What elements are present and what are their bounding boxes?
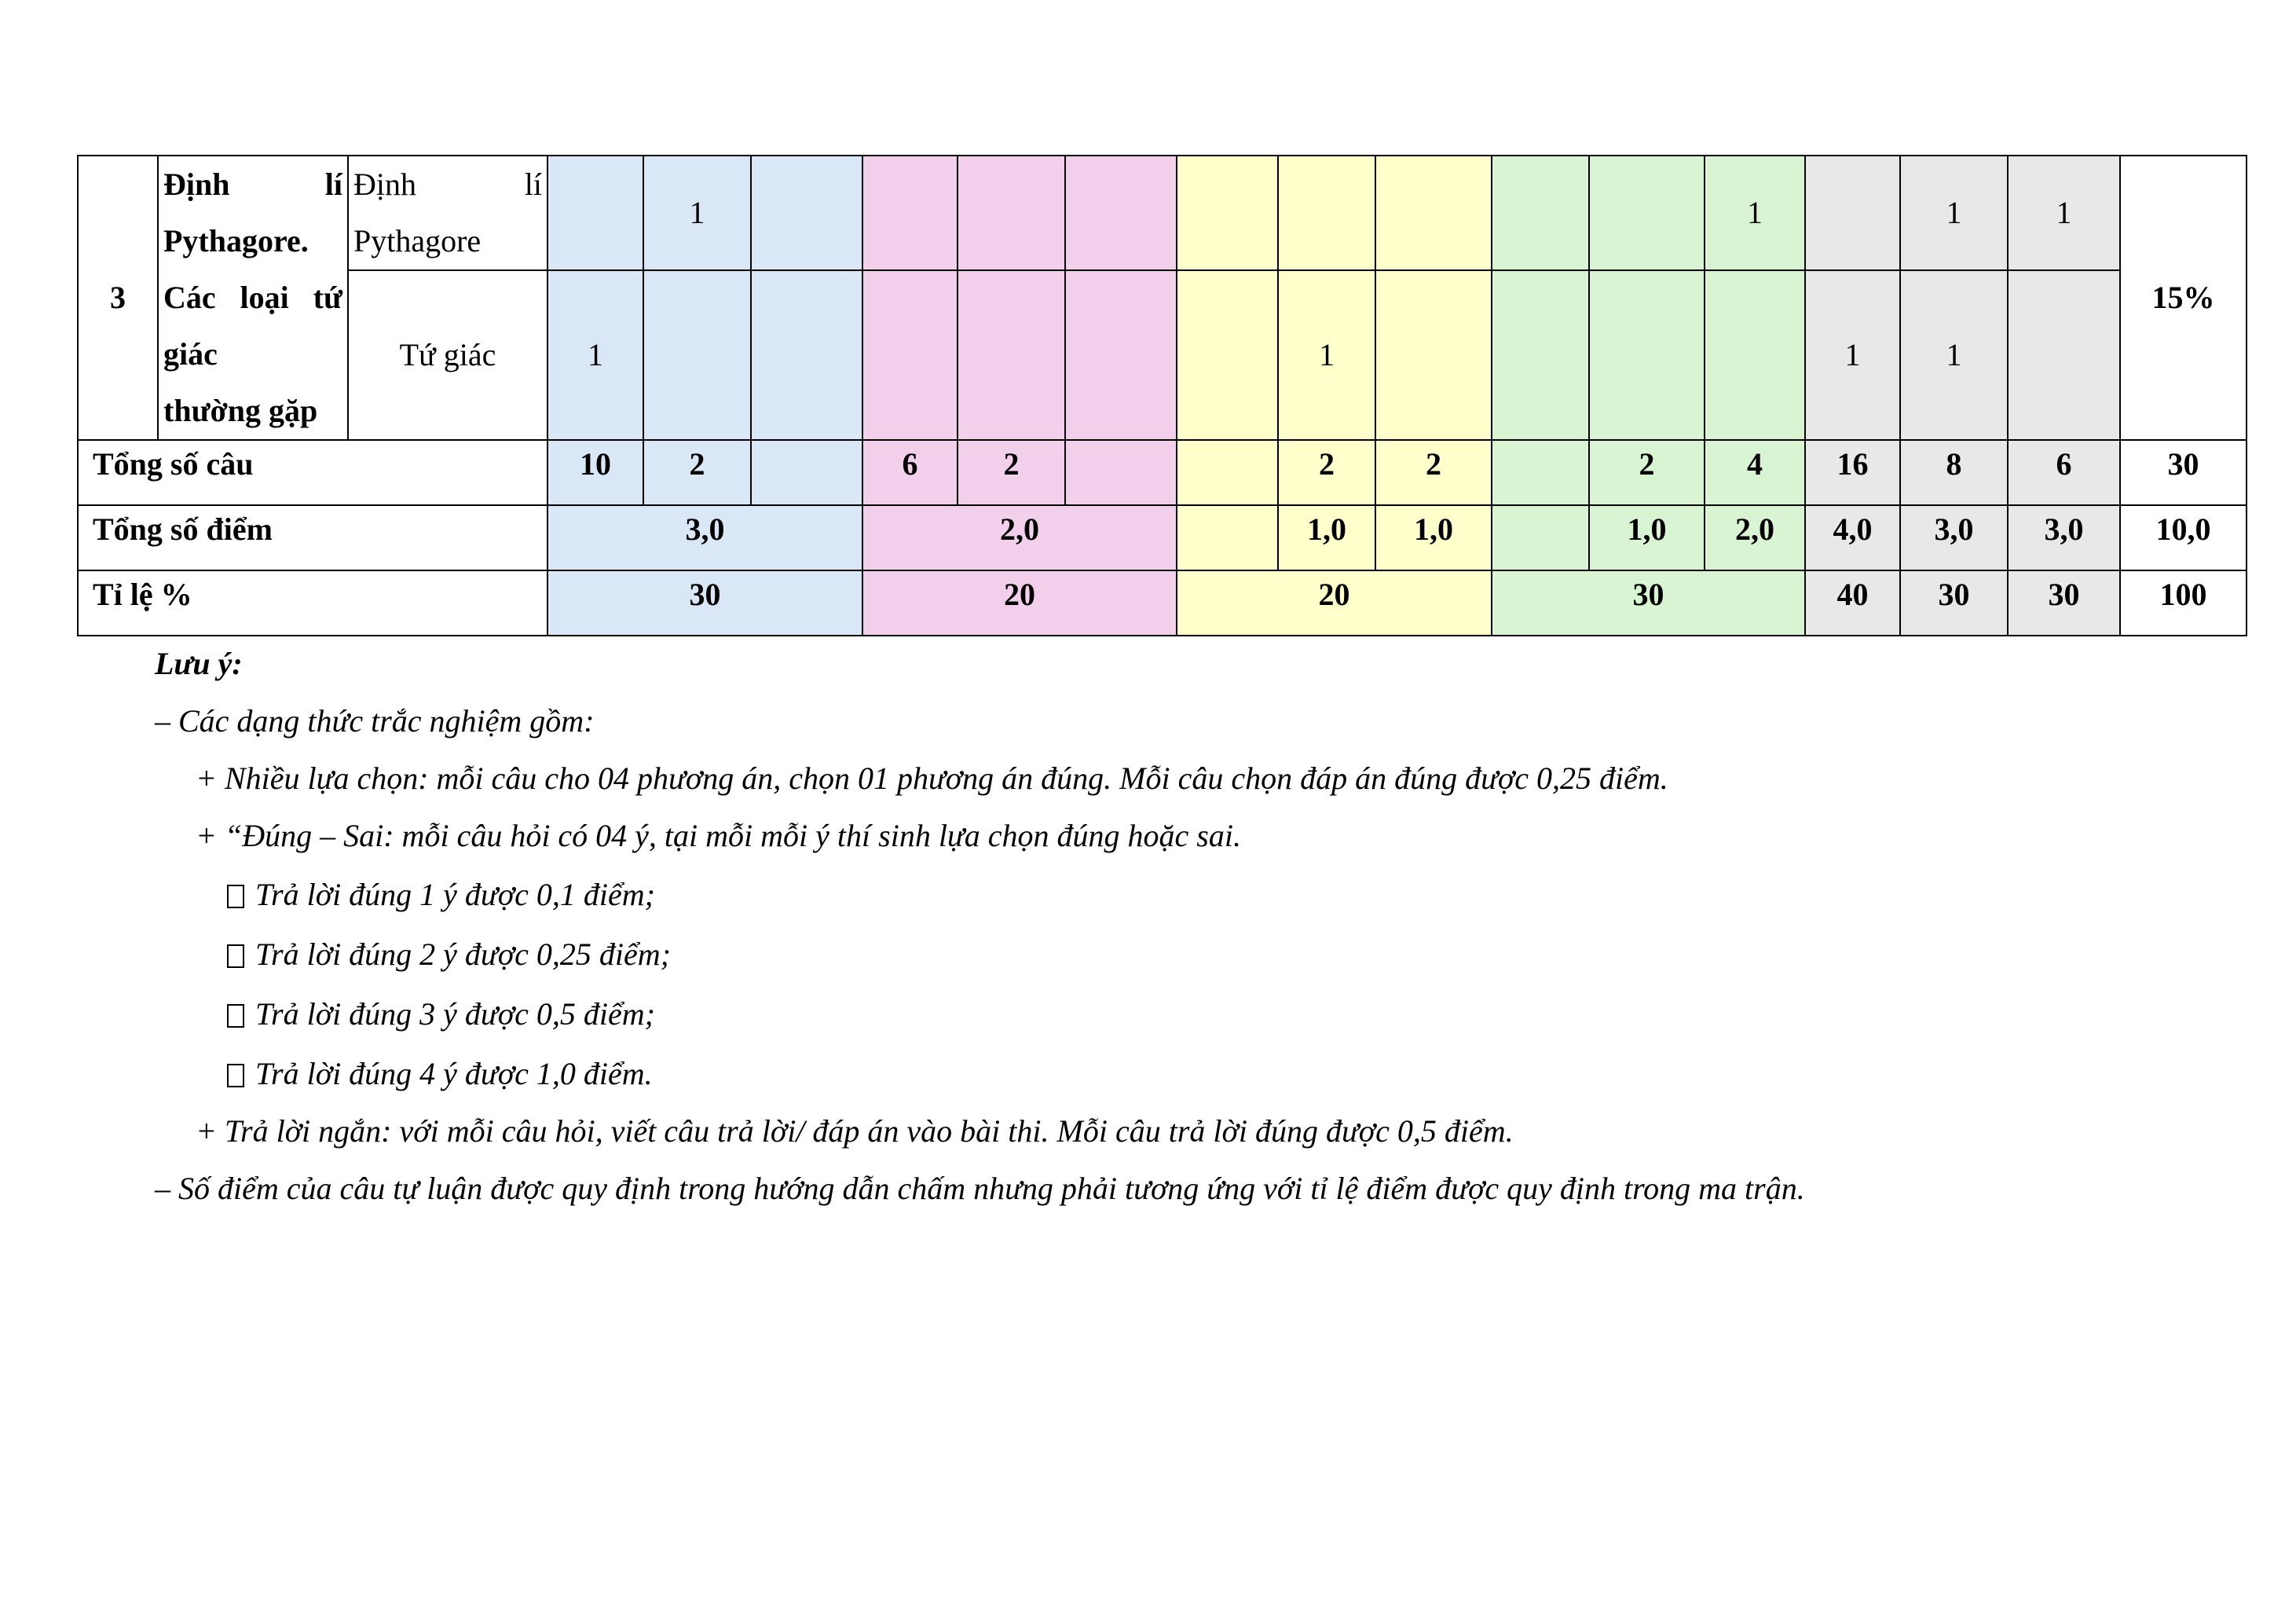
matrix-cell: 8 [1900, 440, 2008, 505]
matrix-cell [1589, 270, 1705, 440]
note-line: + Trả lời ngắn: với mỗi câu hỏi, viết câu trả lời/ đáp án vào bài thi. Mỗi câu trả lời đúng được 0,5 điểm. [196, 1113, 1514, 1149]
matrix-cell: 40 [1805, 570, 1900, 636]
matrix-cell: 1,0 [1375, 505, 1492, 570]
checkbox-bullet-icon [227, 944, 244, 968]
matrix-cell [643, 270, 751, 440]
matrix-cell [1177, 440, 1278, 505]
matrix-cell [751, 440, 862, 505]
table-row [78, 270, 2247, 440]
matrix-cell: 6 [2008, 440, 2120, 505]
matrix-cell [1065, 156, 1177, 270]
matrix-cell [1065, 270, 1177, 440]
matrix-cell [751, 270, 862, 440]
matrix-cell: 1,0 [1278, 505, 1375, 570]
checkbox-bullet-icon [227, 885, 244, 908]
matrix-cell: 10 [547, 440, 643, 505]
note-line: + “Đúng – Sai: mỗi câu hỏi có 04 ý, tại mỗi mỗi ý thí sinh lựa chọn đúng hoặc sai. [196, 818, 1241, 853]
matrix-cell [751, 156, 862, 270]
matrix-cell: 4,0 [1805, 505, 1900, 570]
matrix-cell [1278, 156, 1375, 270]
matrix-cell: 2,0 [1705, 505, 1805, 570]
matrix-cell: 30 [2008, 570, 2120, 636]
matrix-cell [1705, 270, 1805, 440]
ratio-label: Tỉ lệ % [78, 570, 547, 636]
ratio-row [78, 570, 2247, 636]
matrix-cell: 3,0 [547, 505, 862, 570]
matrix-cell [1177, 505, 1278, 570]
matrix-cell: 1 [1900, 156, 2008, 270]
topic-cell: Định lí Pythagore. Các loại tứ giác thường gặp [158, 156, 348, 440]
matrix-cell: 2 [1375, 440, 1492, 505]
matrix-cell [1492, 505, 1589, 570]
matrix-cell: 2 [1589, 440, 1705, 505]
note-bullet: Trả lời đúng 1 ý được 0,1 điểm; [227, 866, 655, 923]
matrix-cell: 4 [1705, 440, 1805, 505]
matrix-cell [1492, 156, 1589, 270]
matrix-cell: 1 [1805, 270, 1900, 440]
matrix-cell: 1,0 [1589, 505, 1705, 570]
matrix-cell: 1 [643, 156, 751, 270]
percent-cell: 15% [2120, 156, 2247, 440]
matrix-cell: 3,0 [1900, 505, 2008, 570]
note-line: – Số điểm của câu tự luận được quy định trong hướng dẫn chấm nhưng phải tương ứng với tỉ lệ điểm được quy định trong ma trận. [155, 1171, 1805, 1206]
matrix-cell [2008, 270, 2120, 440]
matrix-cell: 1 [547, 270, 643, 440]
total-points-label: Tổng số điểm [78, 505, 547, 570]
row-number: 3 [78, 156, 158, 440]
checkbox-bullet-icon [227, 1004, 244, 1028]
matrix-cell: 2 [1278, 440, 1375, 505]
assessment-matrix-table [77, 155, 2247, 636]
matrix-cell: 2 [958, 440, 1065, 505]
table-row [78, 156, 2247, 270]
note-bullet: Trả lời đúng 4 ý được 1,0 điểm. [227, 1045, 653, 1102]
matrix-cell: 30 [1492, 570, 1805, 636]
total-points-row [78, 505, 2247, 570]
matrix-cell [958, 270, 1065, 440]
matrix-cell: 100 [2120, 570, 2247, 636]
matrix-cell: 10,0 [2120, 505, 2247, 570]
matrix-cell: 30 [1900, 570, 2008, 636]
checkbox-bullet-icon [227, 1064, 244, 1087]
matrix-cell [1177, 270, 1278, 440]
matrix-cell: 30 [547, 570, 862, 636]
notes-title: Lưu ý: [155, 646, 243, 681]
matrix-cell [862, 156, 958, 270]
total-questions-row [78, 440, 2247, 505]
matrix-cell: 3,0 [2008, 505, 2120, 570]
matrix-cell: 20 [1177, 570, 1492, 636]
note-bullet: Trả lời đúng 2 ý được 0,25 điểm; [227, 926, 671, 983]
matrix-cell: 1 [1278, 270, 1375, 440]
note-line: + Nhiều lựa chọn: mỗi câu cho 04 phương án, chọn 01 phương án đúng. Mỗi câu chọn đáp án đúng được 0,25 điểm. [196, 761, 1668, 796]
matrix-cell: 6 [862, 440, 958, 505]
matrix-cell: 1 [2008, 156, 2120, 270]
note-bullet: Trả lời đúng 3 ý được 0,5 điểm; [227, 985, 655, 1043]
subtopic-cell: Định lí Pythagore [348, 156, 547, 270]
matrix-cell: 1 [1900, 270, 2008, 440]
matrix-cell [1375, 270, 1492, 440]
matrix-cell [1492, 440, 1589, 505]
note-line: – Các dạng thức trắc nghiệm gồm: [155, 703, 595, 739]
matrix-cell: 30 [2120, 440, 2247, 505]
matrix-cell [862, 270, 958, 440]
matrix-cell: 2,0 [862, 505, 1177, 570]
matrix-cell [958, 156, 1065, 270]
matrix-cell [1065, 440, 1177, 505]
matrix-cell: 16 [1805, 440, 1900, 505]
matrix-cell: 2 [643, 440, 751, 505]
matrix-cell [1375, 156, 1492, 270]
matrix-cell [1589, 156, 1705, 270]
matrix-cell: 1 [1705, 156, 1805, 270]
matrix-cell [547, 156, 643, 270]
subtopic-cell: Tứ giác [348, 270, 547, 440]
matrix-cell [1492, 270, 1589, 440]
matrix-cell [1805, 156, 1900, 270]
matrix-cell: 20 [862, 570, 1177, 636]
matrix-cell [1177, 156, 1278, 270]
total-questions-label: Tổng số câu [78, 440, 547, 505]
